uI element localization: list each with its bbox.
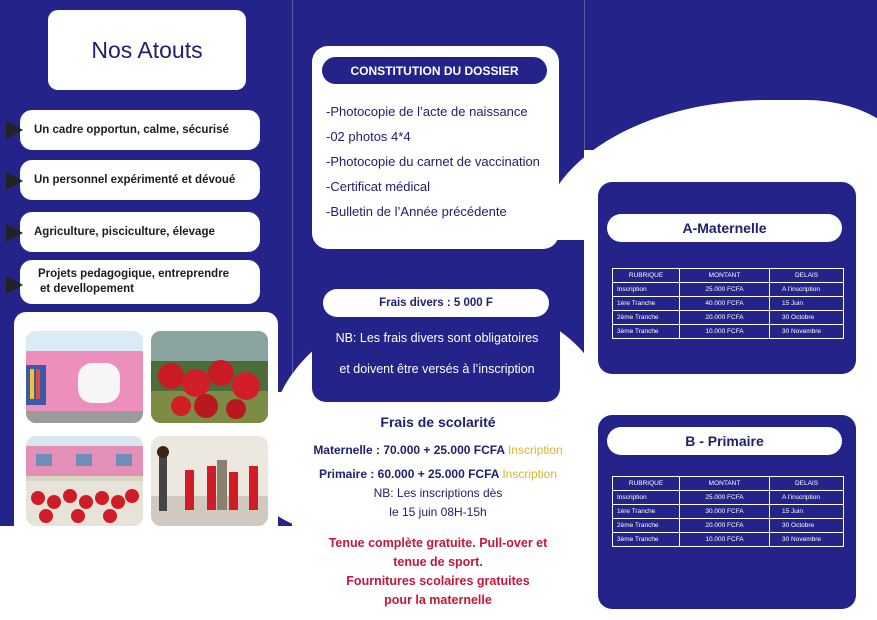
classroom-activity-photo xyxy=(151,436,268,526)
table-row xyxy=(613,519,844,533)
primaire-fee-text: Primaire : 60.000 + 25.000 FCFA xyxy=(318,467,499,481)
frais-divers-label xyxy=(323,289,549,317)
maternelle-fee-text: Maternelle : 70.000 + 25.000 FCFA xyxy=(313,443,505,457)
inscription-label: Inscription xyxy=(507,443,563,457)
table-header-row xyxy=(613,477,844,491)
atout-label-line2: et devellopement xyxy=(40,283,134,295)
maternelle-fee-line xyxy=(292,443,584,457)
table-cell: Inscription xyxy=(613,283,680,297)
table-row xyxy=(613,311,844,325)
atout-item-cadre xyxy=(20,110,260,150)
table-cell: 30 Novembre xyxy=(770,533,844,547)
section-title xyxy=(48,10,246,90)
table-cell: 10.000 FCFA xyxy=(680,325,770,339)
table-cell: 30.000 FCFA xyxy=(680,505,770,519)
atout-item-agriculture xyxy=(20,212,260,252)
photo-panel-bottom xyxy=(0,526,292,620)
nb-inscriptions-line2: le 15 juin 08H-15h xyxy=(389,505,487,519)
column-header: RUBRIQUE xyxy=(613,269,680,283)
nb-inscriptions-line1: NB: Les inscriptions dès xyxy=(373,486,503,500)
students-group-photo xyxy=(151,331,268,423)
classroom-activity-image xyxy=(151,436,268,526)
column-header: DELAIS xyxy=(770,477,844,491)
arrow-icon xyxy=(6,121,23,139)
atout-item-personnel xyxy=(20,160,260,200)
dossier-title-text: CONSTITUTION DU DOSSIER xyxy=(350,63,519,78)
tenue-line1: Tenue complète gratuite. Pull-over et xyxy=(328,536,548,550)
arrow-icon xyxy=(6,276,23,294)
school-building-photo xyxy=(26,331,143,423)
nb-frais-line2: et doivent être versés à l’inscription xyxy=(339,362,535,376)
table-cell: 30 Novembre xyxy=(770,325,844,339)
table-cell: 2ème Tranche xyxy=(613,519,680,533)
table-cell: A l’inscription xyxy=(770,491,844,505)
atout-label: Un personnel expérimenté et dévoué xyxy=(34,173,236,186)
primaire-card-title xyxy=(607,427,842,455)
atout-item-projets xyxy=(20,260,260,304)
primaire-fee-line xyxy=(292,467,584,481)
dossier-item: -Bulletin de l’Année précédente xyxy=(326,204,507,219)
school-building-image xyxy=(26,331,143,423)
frais-divers-text: Frais divers : 5 000 F xyxy=(379,297,493,309)
dossier-item: -Photocopie du carnet de vaccination xyxy=(326,154,540,169)
students-outdoor-photo xyxy=(26,436,143,526)
maternelle-card-title-text: A-Maternelle xyxy=(682,220,767,236)
dossier-item: -Certificat médical xyxy=(326,179,431,194)
dossier-item: -Photocopie de l’acte de naissance xyxy=(326,104,528,119)
table-cell: Inscription xyxy=(613,491,680,505)
students-group-image xyxy=(151,331,268,423)
fournitures-line1: Fournitures scolaires gratuites xyxy=(346,574,530,588)
table-row xyxy=(613,283,844,297)
table-cell: 1ère Tranche xyxy=(613,505,680,519)
table-cell: 20.000 FCFA xyxy=(680,311,770,325)
arrow-icon xyxy=(6,224,23,242)
column-header: RUBRIQUE xyxy=(613,477,680,491)
section-title-text: Nos Atouts xyxy=(91,36,203,63)
table-cell: 25.000 FCFA xyxy=(680,491,770,505)
table-row xyxy=(613,297,844,311)
scolarite-title: Frais de scolarité xyxy=(380,414,496,430)
table-cell: 1ère Tranche xyxy=(613,297,680,311)
students-outdoor-image xyxy=(26,436,143,526)
column-header: MONTANT xyxy=(680,269,770,283)
table-header-row xyxy=(613,269,844,283)
atout-label: Un cadre opportun, calme, sécurisé xyxy=(34,123,229,136)
table-cell: 25.000 FCFA xyxy=(680,283,770,297)
column-header: MONTANT xyxy=(680,477,770,491)
table-row xyxy=(613,491,844,505)
primaire-fee-table xyxy=(612,476,844,547)
table-cell: 2ème Tranche xyxy=(613,311,680,325)
maternelle-fee-table xyxy=(612,268,844,339)
table-cell: A l’inscription xyxy=(770,283,844,297)
dossier-item: -02 photos 4*4 xyxy=(326,129,411,144)
table-cell: 15 Juin xyxy=(770,505,844,519)
table-cell: 30 Octobre xyxy=(770,311,844,325)
table-row xyxy=(613,533,844,547)
table-row xyxy=(613,505,844,519)
table-cell: 3ème Tranche xyxy=(613,325,680,339)
maternelle-card-title xyxy=(607,214,842,242)
column-header: DELAIS xyxy=(770,269,844,283)
table-cell: 15 Juin xyxy=(770,297,844,311)
inscription-label: Inscription xyxy=(502,467,558,481)
nb-frais-line1: NB: Les frais divers sont obligatoires xyxy=(335,331,539,345)
fournitures-line2: pour la maternelle xyxy=(384,593,492,607)
table-cell: 30 Octobre xyxy=(770,519,844,533)
table-cell: 40.000 FCFA xyxy=(680,297,770,311)
primaire-card-title-text: B - Primaire xyxy=(685,433,764,449)
table-cell: 20.000 FCFA xyxy=(680,519,770,533)
atout-label: Agriculture, pisciculture, élevage xyxy=(34,225,215,238)
tenue-line2: tenue de sport. xyxy=(393,555,483,569)
dossier-title xyxy=(322,57,547,84)
arrow-icon xyxy=(6,172,23,190)
atout-label-line1: Projets pedagogique, entreprendre xyxy=(38,268,230,281)
table-cell: 3ème Tranche xyxy=(613,533,680,547)
table-cell: 10.000 FCFA xyxy=(680,533,770,547)
table-row xyxy=(613,325,844,339)
